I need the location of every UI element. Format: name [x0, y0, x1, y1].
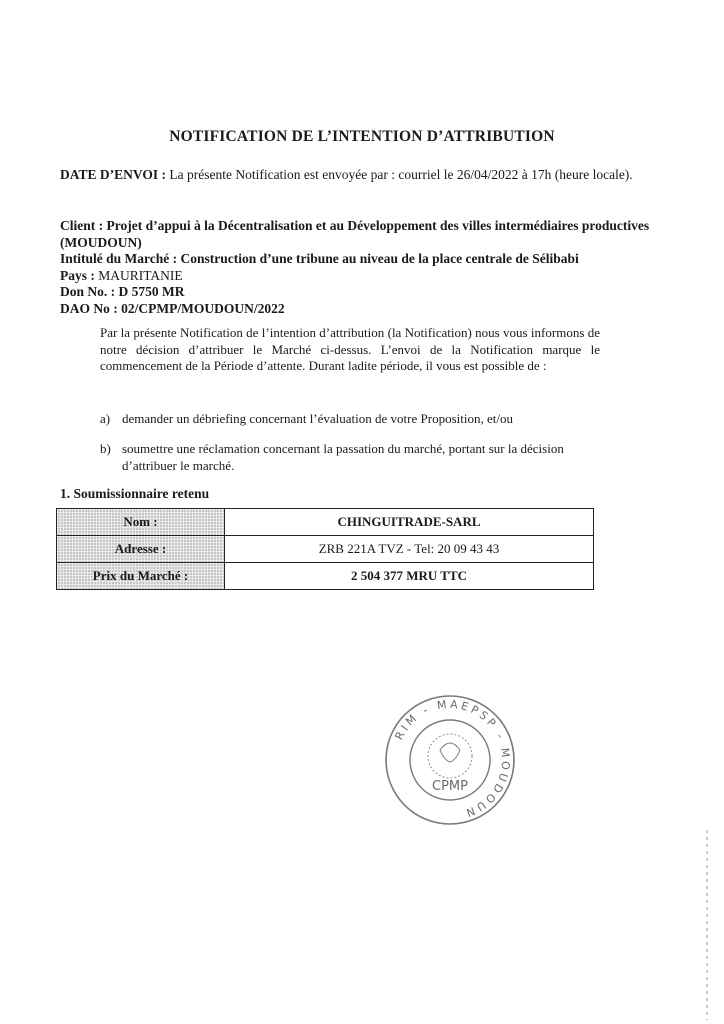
dao-label: DAO No : [60, 300, 118, 316]
date-text: La présente Notification est envoyée par : courriel le 26/04/2022 à 17h (heure locale). [169, 167, 633, 182]
list-item [100, 440, 580, 476]
table-key: Adresse : [57, 536, 225, 563]
pays-line [60, 268, 680, 285]
table-value: CHINGUITRADE-SARL [225, 509, 594, 536]
list-item-text: soumettre une réclamation concernant la passation du marché, portant sur la décision d’attribuer le marché. [122, 441, 564, 473]
don-label: Don No. : [60, 284, 116, 299]
bidder-table [56, 508, 594, 590]
list-item [100, 410, 580, 430]
contract-metadata [60, 218, 680, 317]
table-key: Nom : [57, 509, 225, 536]
stamp-label: CPMP [432, 779, 468, 794]
official-stamp-icon [380, 690, 520, 830]
table-row [57, 536, 594, 563]
client-label: Client : [60, 218, 104, 233]
document-title: NOTIFICATION DE L’INTENTION D’ATTRIBUTION [169, 128, 555, 145]
list-item-label: b) [100, 441, 111, 456]
date-line [60, 166, 660, 183]
client-line [60, 218, 680, 251]
intitule-label: Intitulé du Marché : [60, 251, 178, 266]
table-row [57, 509, 594, 536]
scan-edge-mark-icon [706, 830, 708, 1020]
table-value: ZRB 221A TVZ - Tel: 20 09 43 43 [225, 536, 594, 563]
svg-text:RIM - MAEPSP - MOUDOUN: RIM - MAEPSP - MOUDOUN [392, 697, 513, 821]
pays-label: Pays : [60, 267, 95, 283]
table-value: 2 504 377 MRU TTC [225, 563, 594, 590]
dao-line [60, 301, 680, 318]
list-item-text: demander un débriefing concernant l’évaluation de votre Proposition, et/ou [122, 411, 513, 426]
don-line [60, 284, 680, 301]
intitule-value: Construction d’une tribune au niveau de la place centrale de Sélibabi [180, 251, 579, 266]
date-label: DATE D’ENVOI : [60, 167, 166, 182]
table-key: Prix du Marché : [57, 563, 225, 590]
intitule-line [60, 251, 680, 268]
pays-value: MAURITANIE [98, 267, 183, 283]
client-value: Projet d’appui à la Décentralisation et au Développement des villes intermédiaires productives (MOUDOUN) [60, 218, 650, 250]
notification-paragraph: Par la présente Notification de l’intention d’attribution (la Notification) nous vous informons de notre décision d’attribuer le Marché ci-dessus. L’envoi de la Notification marque le commencement de la Période d’attente. Durant ladite période, il vous est possible de : [100, 325, 600, 373]
dao-value: 02/CPMP/MOUDOUN/2022 [121, 300, 285, 316]
section-title: 1. Soumissionnaire retenu [60, 486, 210, 501]
list-item-label: a) [100, 411, 111, 426]
table-row [57, 563, 594, 590]
don-value: D 5750 MR [118, 284, 185, 299]
